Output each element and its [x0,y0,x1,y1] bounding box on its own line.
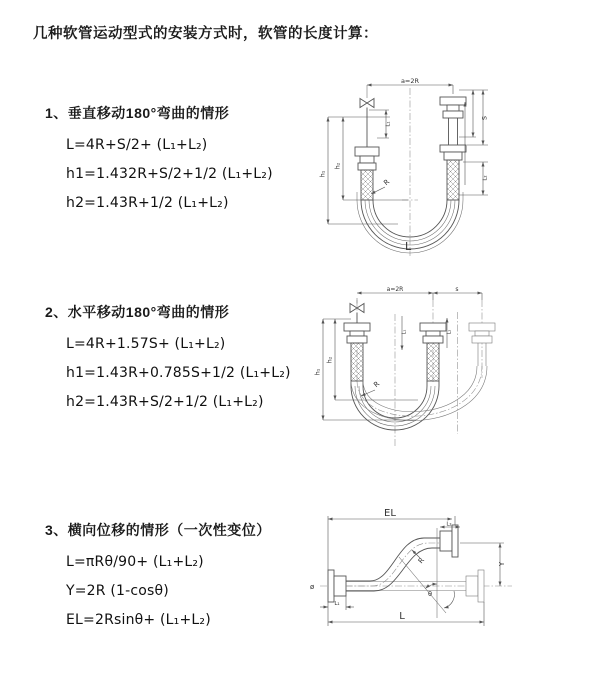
dimension-l1 [369,110,392,138]
formula-line: Y=2R (1-cosθ) [66,582,169,599]
section-2-heading: 2、水平移动180°弯曲的情形 [45,304,230,320]
dim-label: h₂ [333,162,342,170]
section-horizontal-movement [45,302,291,416]
dimension-el [328,508,455,570]
dim-label: h₁ [313,368,322,376]
page-title: 几种软管运动型式的安装方式时，软管的长度计算： [33,26,378,42]
flange-fitting [440,145,466,160]
hose-braid [351,343,363,381]
section-1-formulas [66,130,273,217]
section-lateral-displacement [45,520,271,634]
diagram-lateral-displacement [302,500,560,642]
angle-theta [426,584,455,608]
dimension-l [328,602,484,626]
u-bend-position-2 [351,366,487,421]
flange-fitting [355,147,379,170]
dim-label: a=2R [386,286,404,293]
dim-label: L₁ [334,601,340,607]
dim-label: L₁ [385,121,392,127]
diagram-horizontal-180-bend [313,286,552,462]
hose-braid [427,343,439,381]
section-3-formulas [66,547,271,634]
dim-label: a=2R [400,77,420,85]
dim-label: L₂ [446,521,452,528]
diagram-vertical-180-bend [318,74,530,260]
section-vertical-movement [45,103,273,217]
valve-icon [360,85,374,108]
radius-label: R [372,379,382,390]
hose-braid [447,160,459,200]
dimension-l2 [459,162,489,195]
dim-label: L [399,611,405,622]
formula-line: h2=1.43R+1/2 (L₁+L₂) [66,194,229,211]
radius-callout [371,178,391,194]
formula-line: L=4R+S/2+ (L₁+L₂) [66,136,208,153]
pipe [449,118,458,145]
dimension-l1 [320,596,354,610]
formula-line: L=πRθ/90+ (L₁+L₂) [66,553,204,570]
flange-fitting-displaced [440,525,458,557]
length-label: L [405,240,412,253]
dimension-l2 [447,318,453,348]
dim-label: h₂ [325,356,334,364]
flange-fitting [440,97,466,118]
dim-label: S [480,115,489,121]
hose-braid [361,170,373,200]
section-3-heading: 3、横向位移的情形（一次性变位） [45,522,271,538]
dim-label: L₁ [401,329,408,335]
dimension-s [433,286,482,293]
dim-label: h₁ [318,170,327,178]
formula-line: h2=1.43R+S/2+1/2 (L₁+L₂) [66,393,264,410]
flange-fitting-ghost [466,570,484,602]
radius-label: R [382,177,392,188]
dim-label: L₂ [482,175,489,181]
section-2-formulas [66,329,291,416]
formula-line: L=4R+1.57S+ (L₁+L₂) [66,335,226,352]
radius-label: R [416,556,427,566]
dim-label: s [455,286,459,293]
dim-label: Y [498,561,506,567]
dim-label: L₂ [446,329,453,335]
flange-fitting [328,570,346,602]
formula-line: h1=1.432R+S/2+1/2 (L₁+L₂) [66,165,273,182]
dimension-l1 [402,316,408,350]
flange-fitting-moved [469,323,495,343]
axis-mark: ø [310,583,315,591]
s-curve-hose [346,538,440,591]
formula-line: EL=2Rsinθ+ (L₁+L₂) [66,611,211,628]
section-1-heading: 1、垂直移动180°弯曲的情形 [45,105,230,121]
flange-fitting [344,323,370,343]
formula-line: h1=1.43R+0.785S+1/2 (L₁+L₂) [66,364,291,381]
flange-fitting [420,323,446,343]
theta-label: θ [428,590,432,598]
dim-label: EL [384,508,396,519]
